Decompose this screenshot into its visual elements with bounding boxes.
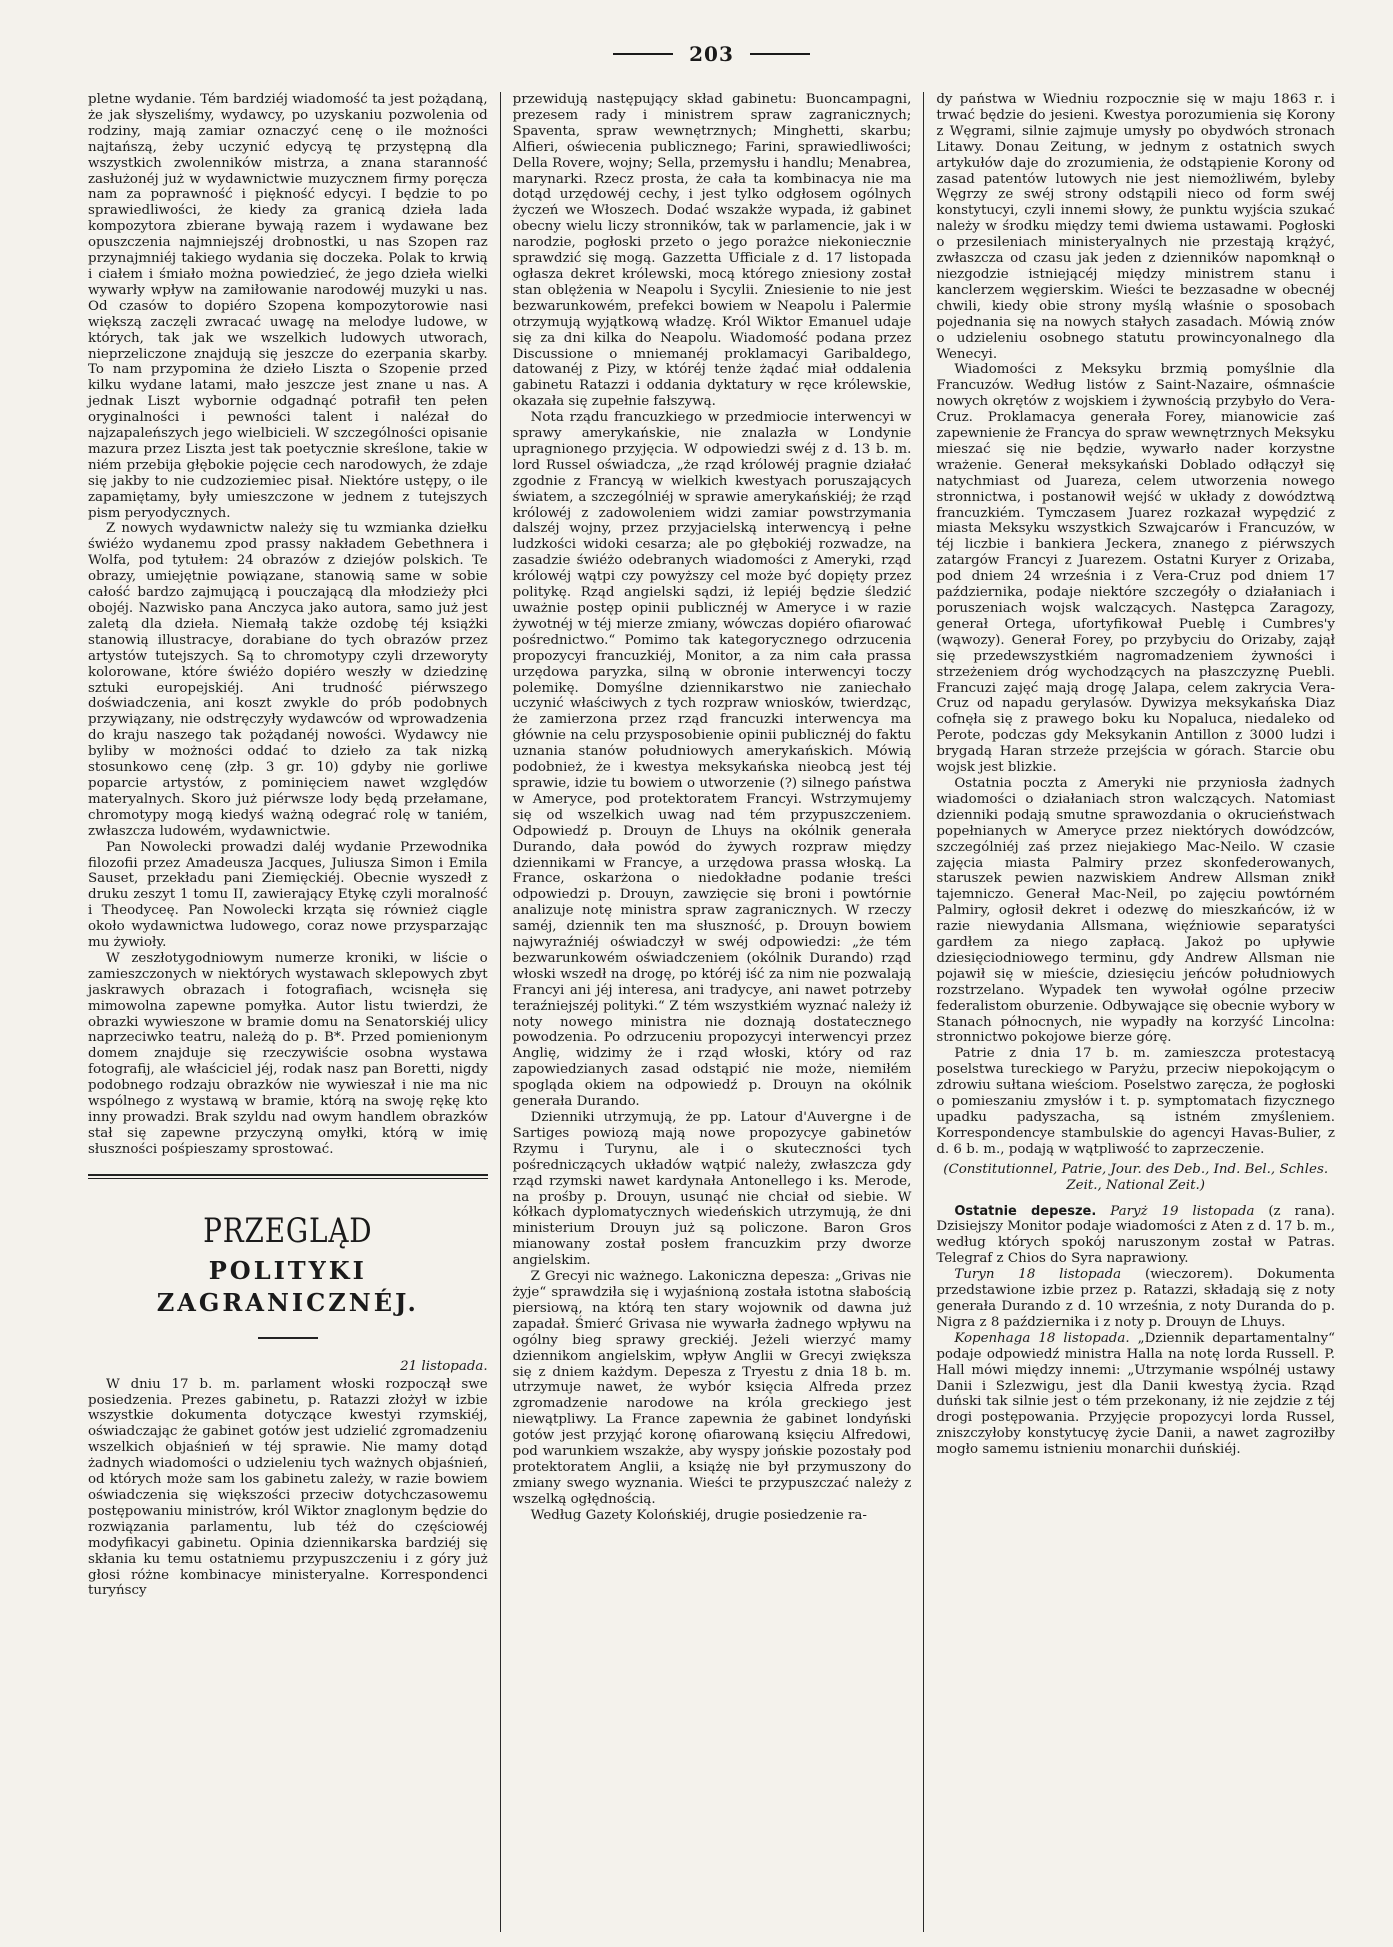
dispatch-heading: Ostatnie depesze. <box>954 1203 1097 1219</box>
text-columns <box>76 92 1347 1932</box>
paragraph: dy państwa w Wiedniu rozpocznie się w maju 1863 r. i trwać będzie do jesieni. Kwestya porozumienia się Korony z Węgrami, silnie zajmuje umysły po obydwóch stronach Litawy. Donau Zeitung, w jednym z ostatnich swych artykułów daje do zrozumienia, że odstąpienie Korony od zasad patentów lutowych nie jest niemożliwém, byleby Węgrzy ze swéj strony odstąpili nieco od form swéj konstytucyi, czyli innemi słowy, że punktu wyjścia szukać należy w środku między temi dwiema ustawami. Pogłoski o przesileniach ministeryalnych nie przestają krążyć, zwłaszcza od czasu jak jeden z dzienników napomknął o niezgodzie istniejącéj między ministrem stanu i kanclerzem węgierskim. Wieści te bezzasadne w obecnéj chwili, kiedy obie strony myślą właśnie o sposobach pojednania się na nowych stałych zasadach. Mówią znów o udzieleniu osobnego statutu prowincyonalnego dla Wenecyi. <box>936 92 1335 362</box>
column-3 <box>923 92 1347 1932</box>
section-title-line-1: PRZEGLĄD <box>203 1210 373 1251</box>
dispatch-lead: Kopenhaga 18 listopada. <box>954 1330 1130 1346</box>
dispatch-lead: Turyn 18 listopada <box>954 1267 1122 1283</box>
column-1 <box>76 92 500 1932</box>
dispatch-lead: Paryż 19 listopada <box>1110 1203 1255 1219</box>
section-divider <box>88 1174 488 1179</box>
header-rule-right <box>750 53 810 55</box>
dateline: 21 listopada. <box>400 1358 488 1374</box>
title-rule <box>258 1337 318 1339</box>
dispatch-text: (wieczorem). Dokumenta przedstawione izbie przez p. Ratazzi, składają się z noty generała Durando z d. 10 września, z noty Duranda do p. Nigra z 8 października i z noty p. Drouyn de Lhuys. <box>936 1267 1335 1330</box>
paragraph: pletne wydanie. Tém bardziéj wiadomość ta jest pożądaną, że jak słyszeliśmy, wydawcy, po uzyskaniu pozwolenia od rodziny, mają zamiar oznaczyć cenę o ile możności najtańszą, żeby uczynić edycyą tę przystępną dla wszystkich zwolenników mistrza, a znana staranność zasłużonéj już w wydawnictwie muzycznem firmy poręcza nam za poprawność i piękność edycyi. I będzie to po sprawiedliwości, że kiedy za granicą dzieła lada kompozytora zbierane bywają razem i wydawane bez opuszczenia najmniejszéj drobnostki, u nas Szopen raz przynajmniéj takiego wydania się doczeka. Polak to krwią i ciałem i śmiało można powiedzieć, że jego dzieła wielki wywarły wpływ na zamiłowanie narodowéj muzyki u nas. Od czasów to dopiéro Szopena kompozytorowie nasi większą zaczęli zwracać uwagę na melodye ludowe, w których, tak jak we wszelkich ludowych utworach, nieprzeliczone znajdują się jeszcze do ezerpania skarby. To nam przypomina że dzieło Liszta o Szopenie przed kilku wydane latami, mało jeszcze jest znane u nas. A jednak Liszt wybornie odgadnąć potrafił ten pełen oryginalności i pewności talent i nalézał do najzapaleńszych jego wielbicieli. W szczególności opisanie mazura przez Liszta jest tak poetycznie skreślone, takie w niém przebija głębokie pojęcie cech narodowych, że zdaje się jakby to nie cudzoziemiec pisał. Niektóre ustępy, o ile zapamiętamy, były umieszczone w jednem z tutejszych pism peryodycznych. <box>88 92 488 521</box>
paragraph: Ostatnia poczta z Ameryki nie przyniosła żadnych wiadomości o działaniach stron walczących. Natomiast dzienniki podają smutne sprawozdania o okrucieństwach popełnianych w Ameryce przez niektórych dowódzców, szczególniéj zaś przez niejakiego Mac-Neilo. W czasie zajęcia miasta Palmiry przez skonfederowanych, staruszek pewien nazwiskiem Andrew Allsman znikł tajemniczo. Generał Mac-Neil, po zajęciu powtórném Palmiry, ogłosił dekret i odezwę do mieszkańców, iż w razie niewydania Allsmana, więźniowie separatyści gardłem za niego zapłacą. Jakoż po upływie dziesięciodniowego terminu, gdy Andrew Allsman nie pojawił się w mieście, dziesięciu jeńców południowych rozstrzelano. Wypadek ten wywołał ogólne przeciw federalistom oburzenie. Odbywające się obecnie wybory w Stanach północnych, nie wypadły na korzyść Lincolna: stronnictwo pokojowe bierze górę. <box>936 775 1335 1046</box>
paragraph: przewidują następujący skład gabinetu: Buoncampagni, prezesem rady i ministrem spraw zagranicznych; Spaventa, spraw wewnętrznych; Minghetti, skarbu; Alfieri, oświecenia publicznego; Farini, sprawiedliwości; Della Rovere, wojny; Sella, przemysłu i handlu; Menabrea, marynarki. Rzecz prosta, że cała ta kombinacya nie ma dotąd urzędowéj cechy, i jest tylko odgłosem ogólnych życzeń we Włoszech. Dodać wszakże wypada, iż gabinet obecny wielu liczy stronników, tak w parlamencie, jak i w narodzie, pogłoski przeto o jego porażce niekoniecznie sprawdzić się mogą. Gazzetta Ufficiale z d. 17 listopada ogłasza dekret królewski, mocą którego zniesiony został stan oblężenia w Neapolu i Sycylii. Zniesienie to nie jest bezwarunkowém, prefekci bowiem w Neapolu i Palermie otrzymują wyjątkową władzę. Król Wiktor Emanuel udaje się za dni kilka do Neapolu. Wiadomość podana przez Discussione o mniemanéj proklamacyi Garibaldego, datowanéj z Pizy, w któréj tenże żądać miał oddalenia gabinetu Ratazzi i oddania dyktatury w ręce królewskie, okazała się zupełnie fałszywą. <box>512 92 912 410</box>
paragraph: Pan Nowolecki prowadzi daléj wydanie Przewodnika filozofii przez Amadeusza Jacques, Juliusza Simon i Emila Sauset, przekładu pani Ziemięckiéj. Obecnie wyszedł z druku zeszyt 1 tomu II, zawierający Etykę czyli moralność i Theodyceę. Pan Nowolecki krząta się również ciągle około wydawnictwa ludowego, coraz nowe przysparzając mu żywioły. <box>88 839 488 951</box>
paragraph: W zeszłotygodniowym numerze kroniki, w liście o zamieszczonych w niektórych wystawach sklepowych zbyt jaskrawych obrazach i fotografiach, wcisnęła się mimowolna zapewne pomyłka. Autor listu twierdzi, że obrazki wywieszone w bramie domu na Senatorskiéj ulicy naprzeciwko teatru, należą do p. B*. Przed pomienionym domem znajduje się rzeczywiście osobna wystawa fotografij, ale właściciel jéj, rodak nasz pan Boretti, nigdy podobnego rodzaju obrazków nie wywieszał i nie ma nic wspólnego z wystawą w bramie, którą na swoję rękę kto inny prowadzi. Brak szyldu nad owym handlem obrazków stał się zapewne przyczyną omyłki, którą w imię słuszności pośpieszamy sprostować. <box>88 950 488 1157</box>
dispatch-text: (z rana). Dzisiejszy Monitor podaje wiadomości z Aten z d. 17 b. m., według których spokój naruszonym został w Patras. Telegraf z Chios do Syra naprawiony. <box>936 1203 1335 1267</box>
section-heading <box>88 1211 488 1339</box>
header-rule-left <box>613 53 673 55</box>
page-number: 203 <box>689 42 734 66</box>
sources-line: (Constitutionnel, Patrie, Jour. des Deb., Ind. Bel., Schles. Zeit., National Zeit.) <box>943 1161 1329 1193</box>
paragraph: Dzienniki utrzymują, że pp. Latour d'Auvergne i de Sartiges powiozą mają nowe propozycye gabinetów Rzymu i Turynu, ale i o skuteczności tych pośredniczących układów wątpić należy, zwłaszcza gdy rząd rzymski nawet kardynała Antonellego i ks. Merode, na prośby p. Drouyn, usunąć nie chciał od siebie. W kółkach dyplomatycznych wiedeńskich utrzymują, że dni ministerium Drouyn już są policzone. Baron Gros mianowany został posłem francuzkim przy dworze angielskim. <box>512 1110 912 1269</box>
paragraph: W dniu 17 b. m. parlament włoski rozpoczął swe posiedzenia. Prezes gabinetu, p. Ratazzi złożył w izbie wszystkie dokumenta dotyczące kwestyi rzymskiéj, oświadczając że gabinet gotów jest udzielić zgromadzeniu wszelkich objaśnień w téj sprawie. Nie mamy dotąd żadnych wiadomości o udzieleniu tych ważnych objaśnień, od których może sam los gabinetu zależy, w razie bowiem oświadczenia się większości przeciw dotychczasowemu postępowaniu ministrów, król Wiktor znaglonym będzie do rozwiązania parlamentu, lub téż do częściowéj modyfikacyi gabinetu. Opinia dziennikarska bardziéj się skłania ku temu ostatniemu przypuszczeniu i z góry już głosi różne kombinacye ministeryalne. Korrespondenci turyńscy <box>88 1376 488 1599</box>
paragraph: Według Gazety Kolońskiéj, drugie posiedzenie ra- <box>530 1507 867 1523</box>
paragraph: Z Grecyi nic ważnego. Lakoniczna depesza: „Grivas nie żyje“ sprawdziła się i wyjaśnioną została istotna słabością piersiową, na którą ten stary wojownik od dawna już zapadał. Śmierć Grivasa nie wywarła żadnego wpływu na ogólny bieg sprawy greckiéj. Jeżeli wierzyć mamy dziennikom angielskim, wpływ Anglii w Grecyi zwiększa się z dniem każdym. Depesza z Tryestu z dnia 18 b. m. utrzymuje nawet, że wybór księcia Alfreda przez zgromadzenie narodowe na króla greckiego jest niewątpliwy. La France zapewnia że gabinet londyński gotów jest przyjąć koronę ofiarowaną księciu Alfredowi, pod warunkiem wszakże, aby wyspy jońskie pozostały pod protektoratem Anglii, a książę nie był przymuszony do zmiany swego wyznania. Wieści te przypuszczać należy z wszelką ogłędnością. <box>512 1269 912 1507</box>
dispatch-text: „Dziennik departamentalny“ podaje odpowiedź ministra Halla na notę lorda Russell. P. Hall mówi między innemi: „Utrzymanie wspólnéj ustawy Danii i Szlezwigu, jest dla Danii kwestyą życia. Rząd duński tak silnie jest o tém przekonany, iż nie zejdzie z téj drogi postępowania. Przyjęcie propozycyi lorda Russel, zniszczyłoby konstytucyę życie Danii, a nawet zagroziłby mogło samemu istnieniu monarchii duńskiéj. <box>936 1330 1335 1458</box>
paragraph: Z nowych wydawnictw należy się tu wzmianka dziełku świéżo wydanemu zpod prassy nakładem Gebethnera i Wolfa, pod tytułem: 24 obrazów z dziejów polskich. Te obrazy, umiejętnie powiązane, stanowią same w sobie całość bardzo zajmującą i pouczającą dla młodzieży płci obojéj. Nazwisko pana Anczyca jako autora, samo już jest zaletą dla dzieła. Niemałą także ozdobę téj książki stanowią illustracye, dorabiane do tych obrazów przez artystów tutejszych. Są to chromotypy czyli drzeworyty kolorowane, które świéżo dopiéro weszły w dziedzinę sztuki europejskiéj. Ani trudność piérwszego doświadczenia, ani koszt zwykle do prób podobnych przywiązany, nie odstręczyły wydawców od wprowadzenia do kraju naszego tak pożądanéj nowości. Wydawcy nie byliby w możności oddać to dzieło za tak nizką stosunkowo cenę (złp. 3 gr. 10) gdyby nie gorliwe poparcie artystów, z pominięciem nawet względów materyalnych. Skoro już piérwsze lody będą przełamane, chromotypy mogą kiedyś ważną odegrać rolę w taniém, zwłaszcza ludowém, wydawnictwie. <box>88 521 488 839</box>
paragraph: Nota rządu francuzkiego w przedmiocie interwencyi w sprawy amerykańskie, nie znalazła w Londynie upragnionego przyjęcia. W odpowiedzi swéj z d. 13 b. m. lord Russel oświadcza, „że rząd królowéj pragnie działać zgodnie z Francyą w wielkich kwestyach poruszających światem, a szczególniéj w sprawie amerykańskiéj; że rząd królowéj z zadowoleniem widzi zamiar powstrzymania dalszéj wojny, przez przyjacielską interwencyą i pełne ludzkości widoki cesarza; ale po głębokiéj rozwadze, na zasadzie świéżo odebranych wiadomości z Ameryki, rząd królowéj wątpi czy powyższy cel może być dopięty przez politykę. Rząd angielski sądzi, iż lepiéj będzie śledzić uważnie postęp opinii publicznéj w Ameryce i w razie żywotnéj w téj mierze zmiany, wówczas dopiéro ofiarować pośrednictwo.“ Pomimo tak kategorycznego odrzucenia propozycyi francuzkiéj, Monitor, a za nim cała prassa urzędowa paryzka, silną w obronie interwencyi toczy polemikę. Domyślne dziennikarstwo nie zaniechało uczynić właściwych z tych rozpraw wniosków, twierdząc, że zamierzona przez rząd francuzki interwencya ma głównie na celu przysposobienie opinii publicznéj do faktu uznania stanów południowych amerykańskich. Mówią podobnież, że i kwestya meksykańska nieobcą jest téj sprawie, idzie tu bowiem o utworzenie (?) silnego państwa w Ameryce, pod protektoratem Francyi. Wstrzymujemy się od wszelkich uwag nad tém przypuszczeniem. Odpowiedź p. Drouyn de Lhuys na okólnik generała Durando, dała powód do żywych rozpraw między dziennikami w Francye, a urzędowa prassa włoską. La France, oskarżona o niedokładne podanie treści odpowiedzi p. Drouyn, zawzięcie się broni i powtórnie analizuje notę ministra spraw zagranicznych. W rzeczy saméj, dziennik ten ma słuszność, p. Drouyn bowiem najwyraźniéj oświadczył w swéj odpowiedzi: „że tém bezwarunkowém oświadczeniem (okólnik Durando) rząd włoski wszedł na drogę, po któréj iść za nim nie pozwalają Francyi ani jéj interesa, ani tradycye, ani nawet potrzeby teraźniejszéj polityki.“ Z tém wszystkiém wyznać należy iż noty nowego ministra nie doznają dostatecznego powodzenia. Po odrzuceniu propozycyi interwencyi przez Anglię, widzimy że i rząd włoski, który od raz zapowiedzianych zasad odstąpić nie może, niemiłém spogląda okiem na odpowiedź p. Drouyn na okólnik generała Durando. <box>512 410 912 1110</box>
paragraph: Wiadomości z Meksyku brzmią pomyślnie dla Francuzów. Według listów z Saint-Nazaire, ośmnaście nowych okrętów z wojskiem i żywnością przybyło do Vera-Cruz. Proklamacya generała Forey, mianowicie zaś zapewnienie że Francya do spraw wewnętrznych Meksyku mieszać się nie będzie, wywarło nader korzystne wrażenie. Generał meksykański Doblado odłączył się natychmiast od Juareza, celem utworzenia nowego stronnictwa, i postanowił wejść w układy z dowództwą francuzkiém. Tymczasem Juarez rozkazał wypędzić z miasta Meksyku wszystkich Szwajcarów i Francuzów, w téj liczbie i bankiera Jeckera, znanego z piérwszych zatargów Francyi z Juarezem. Ostatni Kuryer z Orizaba, pod dniem 24 września i z Vera-Cruz pod dniem 17 października, podaje niektóre szczegóły o działaniach i poruszeniach wojsk walczących. Następca Zaragozy, generał Ortega, ufortyfikował Pueblę i Cumbres'y (wąwozy). Generał Forey, po przybyciu do Orizaby, zajął się przedewszystkiém nagromadzeniem żywności i strzeżeniem dróg wychodzących na płaszczyznę Puebli. Francuzi zajęć mają drogę Jalapa, celem zakrycia Vera-Cruz od napadu gerylasów. Dywizya meksykańska Diaz cofnęła się z prawego boku ku Nopaluca, niedaleko od Perote, podczas gdy Meksykanin Antillon z 3000 ludzi i brygadą Haran strzeże przejścia w górach. Starcie obu wojsk jest blizkie. <box>936 362 1335 776</box>
column-2 <box>500 92 924 1932</box>
section-title-line-2: POLITYKI ZAGRANICZNÉJ. <box>156 1255 419 1317</box>
page-header <box>76 40 1347 68</box>
paragraph: Patrie z dnia 17 b. m. zamieszcza protestacyą poselstwa tureckiego w Paryżu, przeciw niepokojącym o zdrowiu sułtana wieściom. Poselstwo zaręcza, że pogłoski o pomieszaniu zmysłów i t. p. symptomatach fizycznego upadku padyszacha, są istném zmyśleniem. Korrespondencye stambulskie do agencyi Havas-Bulier, z d. 6 b. m., podają w wątpliwość to zaprzeczenie. <box>936 1046 1335 1157</box>
